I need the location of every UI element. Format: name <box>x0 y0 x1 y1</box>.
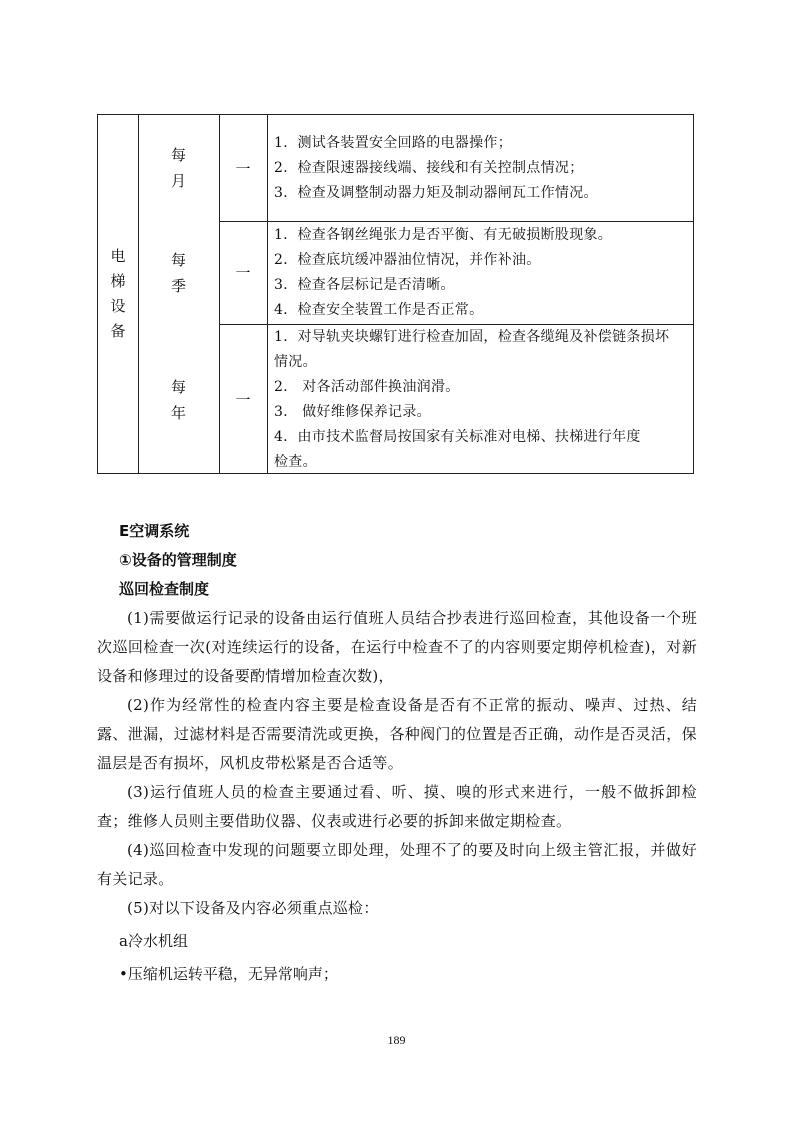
items-cell <box>274 221 687 324</box>
dash-cell: 一 <box>235 264 251 282</box>
category-char: 设 <box>110 297 126 315</box>
frequency-char: 每 <box>170 146 186 164</box>
item-line: 1．对导轨夹块螺钉进行检查加固，检查各缆绳及补偿链条损坏 <box>274 328 670 345</box>
category-char: 梯 <box>110 272 126 290</box>
frequency-char: 每 <box>170 250 186 269</box>
bullet-item: •压缩机运转平稳，无异常响声； <box>119 965 338 983</box>
paragraph: (3)运行值班人员的检查主要通过看、听、摸、嗅的形式来进行，一般不做拆卸检查；维修人员则主要借助仪器、仪表或进行必要的拆卸来做定期检查。 <box>97 783 697 830</box>
item-line: 3．检查及调整制动器力矩及制动器闸瓦工作情况。 <box>274 184 598 201</box>
item-line: 3． 做好维修保养记录。 <box>274 403 431 420</box>
item-line: 4．检查安全装置工作是否正常。 <box>274 301 484 318</box>
table-row-monthly <box>138 115 693 221</box>
category-cell <box>98 115 138 473</box>
frequency-cell <box>138 221 219 324</box>
page-number: 189 <box>387 1033 406 1047</box>
paragraph: (1)需要做运行记录的设备由运行值班人员结合抄表进行巡回检查，其他设备一个班次巡回检查一次(对连续运行的设备，在运行中检查不了的内容则要定期停机检查)，对新设备和修理过的设备要酌情增加检查次数)， <box>97 609 697 685</box>
frequency-char: 每 <box>170 377 186 396</box>
dash-cell: 一 <box>235 391 251 409</box>
paragraph: (2)作为经常性的检查内容主要是检查设备是否有不正常的振动、噪声、过热、结露、泄漏，过滤材料是否需要清洗或更换，各种阀门的位置是否正确，动作是否灵活，保温层是否有损坏，风机皮带松紧是否合适等。 <box>97 696 697 772</box>
items-cell <box>274 324 687 475</box>
item-line: 3．检查各层标记是否清晰。 <box>274 276 455 293</box>
items-cell <box>274 115 687 221</box>
frequency-cell <box>138 324 219 475</box>
category-char: 备 <box>110 322 126 340</box>
item-line: 2． 对各活动部件换油润滑。 <box>274 378 460 395</box>
item-line: 2．检查底坑缓冲器油位情况，并作补油。 <box>274 251 541 268</box>
list-item: a冷水机组 <box>119 932 188 950</box>
frequency-char: 月 <box>170 172 186 190</box>
item-line: 检查。 <box>274 453 317 470</box>
item-line: 情况。 <box>274 353 317 370</box>
section-subheading: ①设备的管理制度 <box>119 551 237 569</box>
table-row-yearly <box>138 324 693 475</box>
item-line: 2．检查限速器接线端、接线和有关控制点情况； <box>274 159 584 176</box>
maintenance-table <box>97 114 694 474</box>
table-row-quarterly <box>138 221 693 324</box>
section-heading: E空调系统 <box>119 522 190 540</box>
paragraph: (5)对以下设备及内容必须重点巡检： <box>127 899 379 917</box>
paragraph: (4)巡回检查中发现的问题要立即处理，处理不了的要及时向上级主管汇报，并做好有关记录。 <box>97 841 697 888</box>
item-line: 1．测试各装置安全回路的电器操作； <box>274 134 513 151</box>
dash-cell: 一 <box>235 159 251 178</box>
category-char: 电 <box>110 247 126 265</box>
frequency-cell <box>138 115 219 221</box>
frequency-char: 年 <box>170 403 186 422</box>
item-line: 4．由市技术监督局按国家有关标准对电梯、扶梯进行年度 <box>274 428 641 445</box>
frequency-char: 季 <box>170 276 186 295</box>
document-body <box>97 517 697 989</box>
item-line: 1．检查各钢丝绳张力是否平衡、有无破损断股现象。 <box>274 226 613 243</box>
section-subsubheading: 巡回检查制度 <box>119 580 210 598</box>
